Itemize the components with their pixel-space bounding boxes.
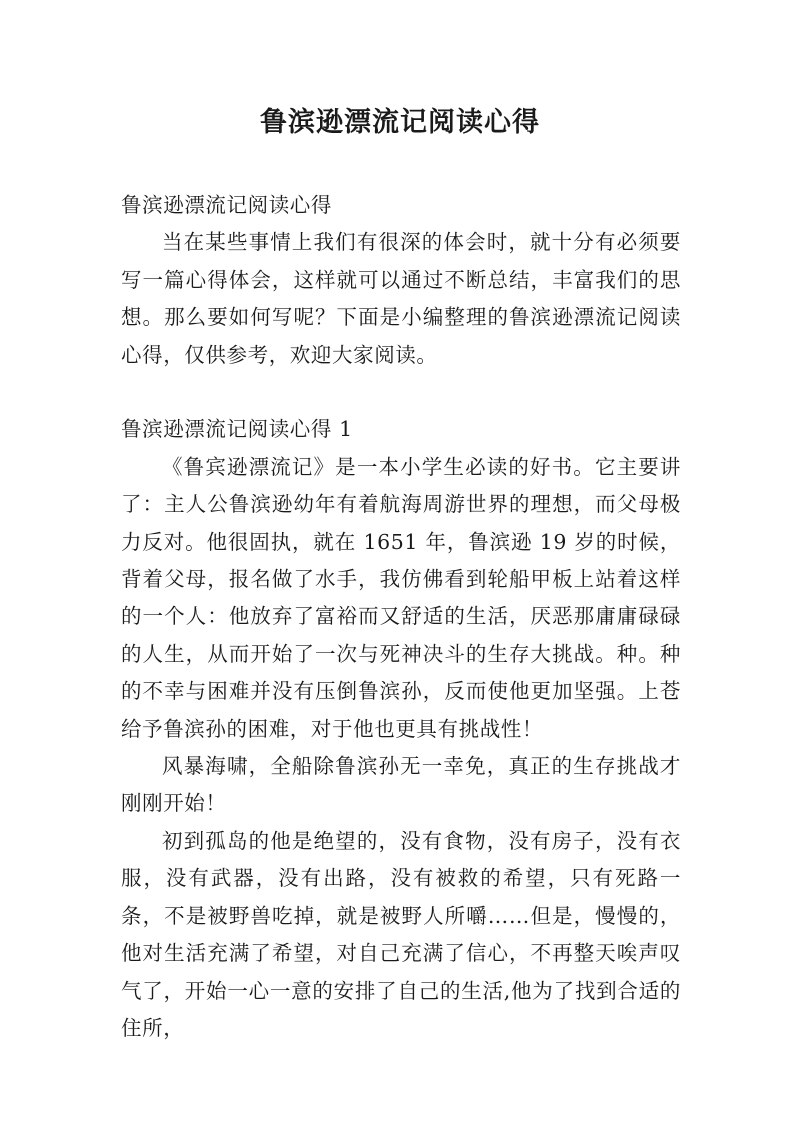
section1-paragraph-2: 风暴海啸，全船除鲁滨孙无一幸免，真正的生存挑战才刚刚开始！ xyxy=(121,754,681,816)
section1-paragraph-3: 初到孤岛的他是绝望的，没有食物，没有房子，没有衣服，没有武器，没有出路，没有被救的希望，只有死路一条，不是被野兽吃掉，就是被野人所嚼……但是，慢慢的，他对生活充满了希望，对自己充满了信心，不再整天唉声叹气了，开始一心一意的安排了自己的生活,他为了找到合适的住所， xyxy=(121,828,681,1040)
paragraph-spacer xyxy=(121,374,681,411)
section1-paragraph-1: 《鲁宾逊漂流记》是一本小学生必读的好书。它主要讲了：主人公鲁滨逊幼年有着航海周游世界的理想，而父母极力反对。他很固执，就在 1651 年，鲁滨逊 19 岁的时候，背着父母，报名做了水手，我仿佛看到轮船甲板上站着这样的一个人：他放弃了富裕而又舒适的生活，厌恶那庸庸碌碌的人生，从而开始了一次与死神决斗的生存大挑战。种。种的不幸与困难并没有压倒鲁滨孙，反而使他更加坚强。上苍给予鲁滨孙的困难，对于他也更具有挑战性！ xyxy=(121,454,681,741)
intro-paragraph: 当在某些事情上我们有很深的体会时，就十分有必须要写一篇心得体会，这样就可以通过不断总结，丰富我们的思想。那么要如何写呢？下面是小编整理的鲁滨逊漂流记阅读心得，仅供参考，欢迎大家阅读。 xyxy=(121,230,681,367)
document-title: 鲁滨逊漂流记阅读心得 xyxy=(260,107,540,138)
section1-heading: 鲁滨逊漂流记阅读心得 1 xyxy=(121,417,353,442)
intro-heading: 鲁滨逊漂流记阅读心得 xyxy=(121,193,332,217)
document-body xyxy=(121,187,681,1047)
